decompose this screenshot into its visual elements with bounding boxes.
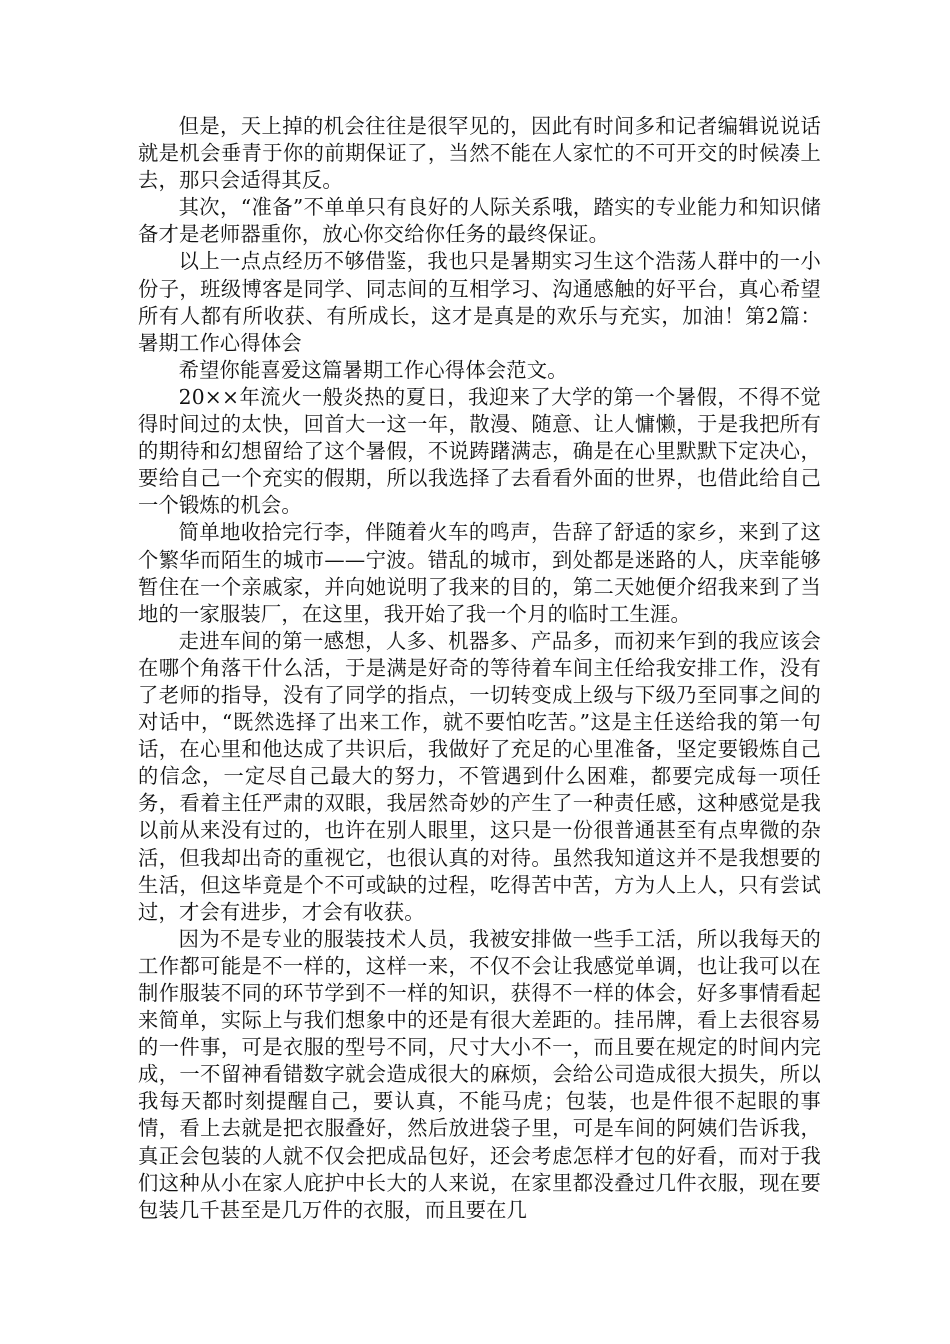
paragraph-8: 因为不是专业的服装技术人员，我被安排做一些手工活，所以我每天的工作都可能是不一样的，这样一来，不仅不会让我感觉单调，也让我可以在制作服装不同的环节学到不一样的知识，获得不一样的体会，好多事情看起来简单，实际上与我们想象中的还是有很大差距的。挂吊牌，看上去很容易的一件事，可是衣服的型号不同，尺寸大小不一，而且要在规定的时间内完成，一不留神看错数字就会造成很大的麻烦，会给公司造成很大损失，所以我每天都时刻提醒自己，要认真，不能马虎；包装，也是件很不起眼的事情，看上去就是把衣服叠好，然后放进袋子里，可是车间的阿姨们告诉我，真正会包装的人就不仅会把成品包好，还会考虑怎样才包的好看，而对于我们这种从小在家人庇护中长大的人来说，在家里都没叠过几件衣服，现在要包装几千甚至是几万件的衣服，而且要在几 (138, 926, 821, 1222)
paragraph-5: 20××年流火一般炎热的夏日，我迎来了大学的第一个暑假，不得不觉得时间过的太快，回首大一这一年，散漫、随意、让人慵懒，于是我把所有的期待和幻想留给了这个暑假，不说踌躇满志，确是在心里默默下定决心，要给自己一个充实的假期，所以我选择了去看看外面的世界，也借此给自己一个锻炼的机会。 (138, 384, 821, 518)
paragraph-6: 简单地收拾完行李，伴随着火车的鸣声，告辞了舒适的家乡，来到了这个繁华而陌生的城市——宁波。错乱的城市，到处都是迷路的人，庆幸能够暂住在一个亲戚家，并向她说明了我来的目的，第二天她便介绍我来到了当地的一家服装厂，在这里，我开始了我一个月的临时工生涯。 (138, 520, 821, 626)
paragraph-7: 走进车间的第一感想，人多、机器多、产品多，而初来乍到的我应该会在哪个角落干什么活，于是满是好奇的等待着车间主任给我安排工作，没有了老师的指导，没有了同学的指点，一切转变成上级与下级乃至同事之间的对话中，“既然选择了出来工作，就不要怕吃苦。”这是主任送给我的第一句话，在心里和他达成了共识后，我做好了充足的心里准备，坚定要锻炼自己的信念，一定尽自己最大的努力，不管遇到什么困难，都要完成每一项任务，看着主任严肃的双眼，我居然奇妙的产生了一种责任感，这种感觉是我以前从来没有过的，也许在别人眼里，这只是一份很普通甚至有点卑微的杂活，但我却出奇的重视它，也很认真的对待。虽然我知道这并不是我想要的生活，但这毕竟是个不可或缺的过程，吃得苦中苦，方为人上人，只有尝试过，才会有进步，才会有收获。 (138, 628, 821, 924)
document-page (138, 113, 821, 1224)
paragraph-4: 希望你能喜爱这篇暑期工作心得体会范文。 (178, 357, 568, 382)
paragraph-2: 其次，“准备”不单单只有良好的人际关系哦，踏实的专业能力和知识储备才是老师器重你，放心你交给你任务的最终保证。 (138, 195, 821, 247)
paragraph-3: 以上一点点经历不够借鉴，我也只是暑期实习生这个浩荡人群中的一小份子，班级博客是同学、同志间的互相学习、沟通感触的好平台，真心希望所有人都有所收获、有所成长，这才是真是的欢乐与充实，加油！第2篇：暑期工作心得体会 (138, 249, 821, 355)
paragraph-1: 但是，天上掉的机会往往是很罕见的，因此有时间多和记者编辑说说话就是机会垂青于你的前期保证了，当然不能在人家忙的不可开交的时候凑上去，那只会适得其反。 (138, 114, 821, 193)
